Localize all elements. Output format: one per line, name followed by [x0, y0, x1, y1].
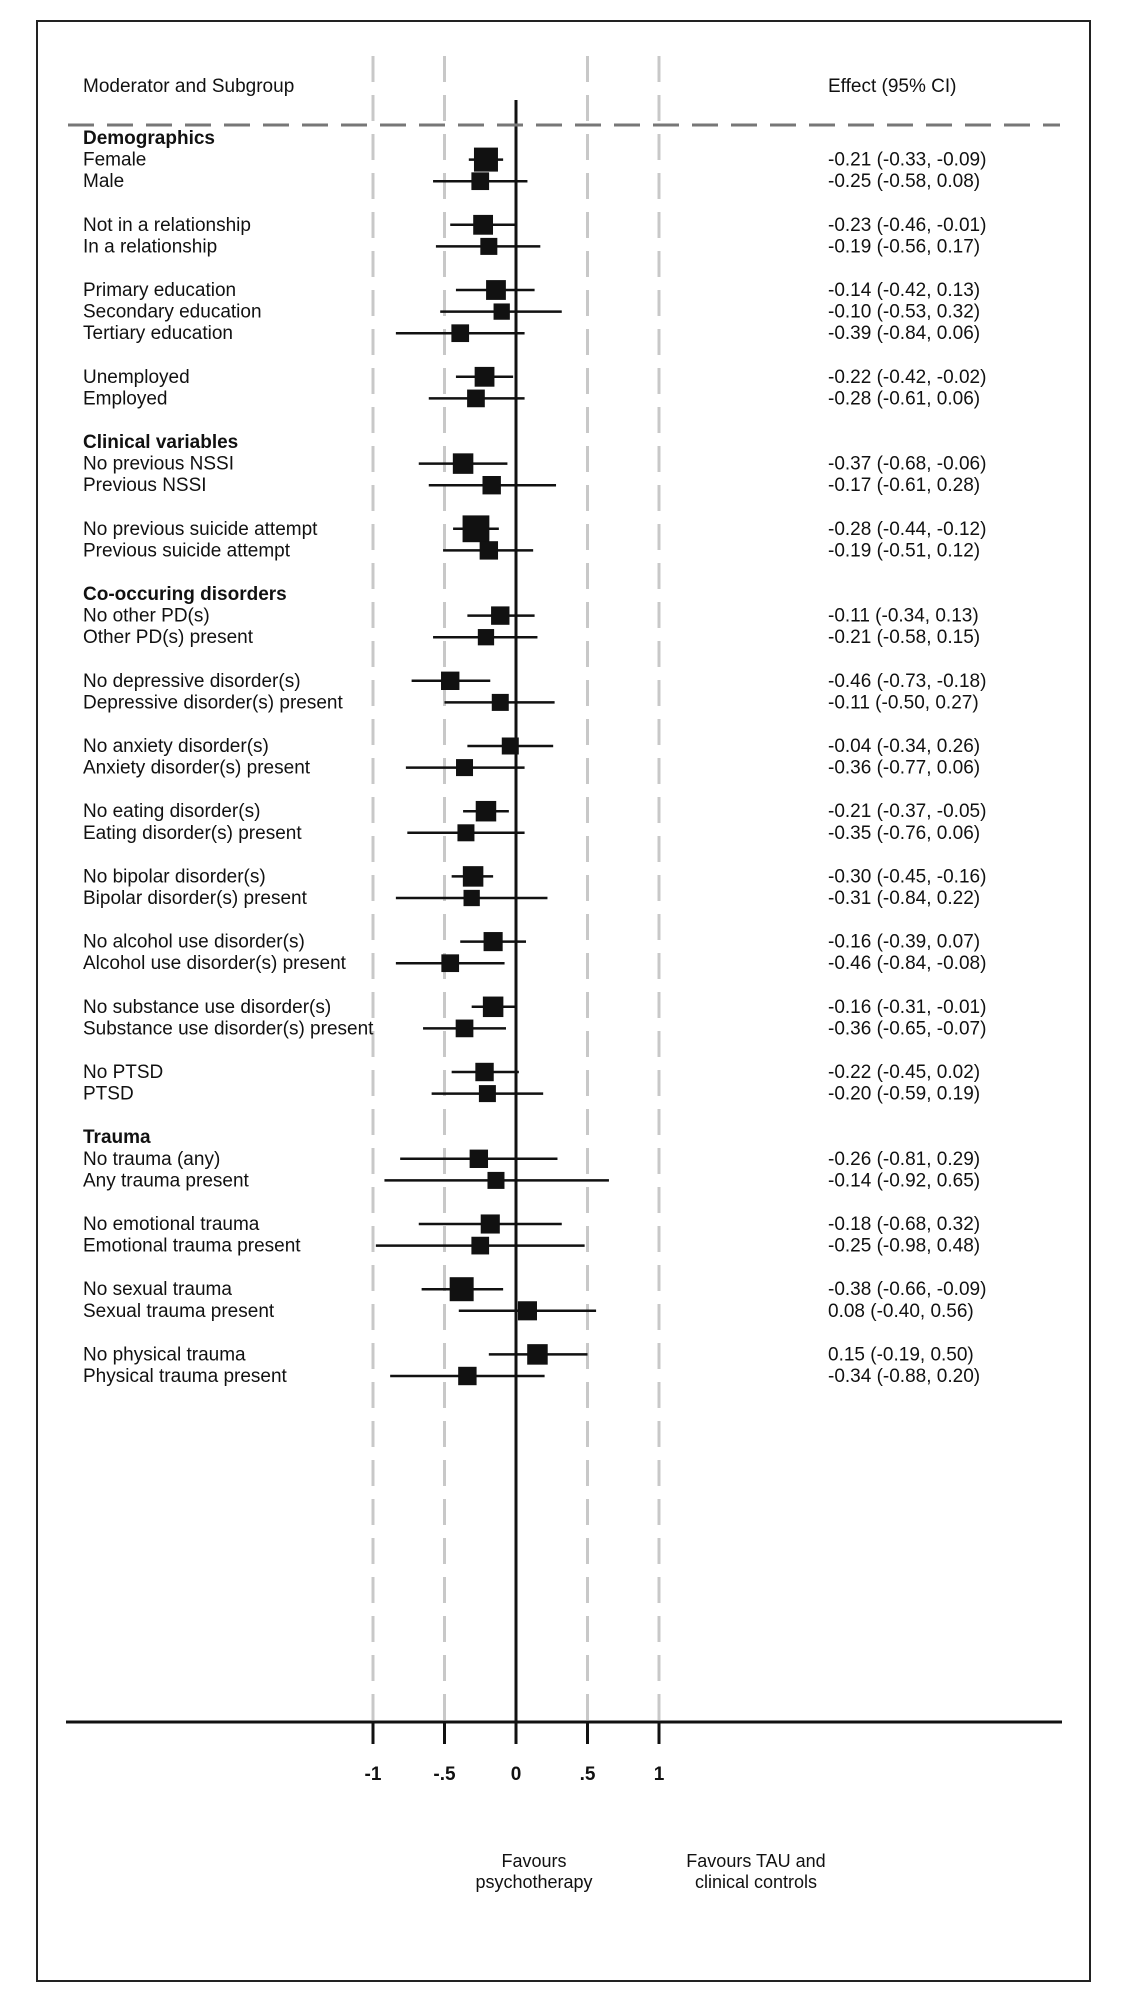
subgroup-label: Sexual trauma present: [83, 1300, 275, 1322]
effect-marker: [483, 997, 504, 1018]
effect-ci-label: -0.14 (-0.42, 0.13): [828, 280, 981, 301]
subgroup-label: In a relationship: [83, 236, 218, 258]
effect-marker: [476, 801, 497, 822]
x-tick-label: .5: [579, 1764, 596, 1785]
section-title: Demographics: [83, 128, 215, 149]
effect-ci-label: -0.22 (-0.42, -0.02): [828, 366, 987, 388]
effect-marker: [474, 148, 498, 172]
effect-marker: [471, 172, 489, 190]
subgroup-label: No depressive disorder(s): [83, 670, 301, 692]
reference-grid: [373, 56, 659, 1722]
section-clinical-variables: [83, 432, 238, 453]
subgroup-label: No bipolar disorder(s): [83, 866, 266, 888]
effect-ci-label: -0.16 (-0.31, -0.01): [828, 996, 987, 1018]
subgroup-label: Employed: [83, 388, 168, 410]
effect-marker: [482, 476, 500, 494]
effect-marker: [457, 824, 474, 841]
row-emotional-trauma-present: [83, 1236, 980, 1257]
favours-left-line2: psychotherapy: [475, 1872, 593, 1892]
effect-ci-label: -0.38 (-0.66, -0.09): [828, 1279, 987, 1301]
effect-marker: [453, 453, 474, 474]
effect-marker: [470, 1150, 488, 1168]
subgroup-label: Any trauma present: [83, 1170, 249, 1192]
subgroup-label: Primary education: [83, 280, 237, 301]
section-trauma: [83, 1127, 151, 1148]
subgroup-label: Not in a relationship: [83, 214, 251, 236]
effect-marker: [463, 515, 490, 542]
row-bipolar-disorder-s-present: [83, 888, 980, 909]
subgroup-label: No trauma (any): [83, 1148, 221, 1170]
header-moderator: Moderator and Subgroup: [83, 76, 295, 97]
effect-ci-label: -0.39 (-0.84, 0.06): [828, 323, 981, 345]
subgroup-label: Previous NSSI: [83, 475, 207, 497]
section-demographics: [83, 128, 215, 149]
effect-ci-label: -0.19 (-0.51, 0.12): [828, 540, 981, 562]
subgroup-label: No substance use disorder(s): [83, 996, 332, 1018]
effect-ci-label: -0.10 (-0.53, 0.32): [828, 301, 981, 323]
subgroup-label: Alcohol use disorder(s) present: [83, 953, 346, 975]
effect-marker: [463, 866, 484, 887]
x-tick-label: 1: [653, 1764, 665, 1785]
subgroup-label: No previous NSSI: [83, 453, 235, 475]
x-tick-label: -1: [364, 1764, 382, 1785]
effect-ci-label: -0.31 (-0.84, 0.22): [828, 888, 981, 909]
row-no-bipolar-disorder-s: [83, 866, 986, 887]
effect-ci-label: -0.11 (-0.50, 0.27): [828, 692, 979, 714]
row-not-in-a-relationship: [83, 215, 986, 236]
row-female: [83, 148, 986, 172]
row-no-previous-suicide-attempt: [83, 515, 986, 542]
effect-marker: [458, 1367, 476, 1385]
subgroup-label: No alcohol use disorder(s): [83, 931, 305, 953]
effect-ci-label: -0.46 (-0.73, -0.18): [828, 670, 987, 692]
effect-ci-label: -0.21 (-0.58, 0.15): [828, 627, 981, 649]
row-anxiety-disorder-s-present: [83, 758, 980, 779]
effect-ci-label: -0.20 (-0.59, 0.19): [828, 1083, 981, 1105]
subgroup-label: No previous suicide attempt: [83, 518, 318, 540]
effect-ci-label: -0.25 (-0.98, 0.48): [828, 1235, 981, 1257]
row-previous-nssi: [83, 475, 980, 496]
row-unemployed: [83, 367, 986, 388]
effect-marker: [467, 390, 485, 408]
x-axis-ticks: [365, 1722, 665, 1785]
row-no-alcohol-use-disorder-s: [83, 932, 980, 953]
row-any-trauma-present: [83, 1170, 980, 1191]
row-no-eating-disorder-s: [83, 801, 986, 822]
row-no-anxiety-disorder-s: [83, 736, 980, 757]
effect-marker: [471, 1237, 489, 1255]
row-no-emotional-trauma: [83, 1214, 980, 1235]
effect-ci-label: -0.46 (-0.84, -0.08): [828, 953, 987, 975]
subgroup-label: No anxiety disorder(s): [83, 736, 269, 757]
effect-marker: [492, 694, 509, 711]
effect-marker: [450, 1277, 474, 1301]
effect-marker: [481, 1214, 500, 1233]
subgroup-label: Anxiety disorder(s) present: [83, 757, 311, 779]
effect-ci-label: -0.28 (-0.61, 0.06): [828, 388, 981, 410]
effect-marker: [441, 672, 459, 690]
row-no-substance-use-disorder-s: [83, 997, 986, 1018]
effect-ci-label: -0.37 (-0.68, -0.06): [828, 453, 987, 475]
forest-rows: [83, 128, 986, 1387]
effect-ci-label: -0.17 (-0.61, 0.28): [828, 475, 981, 497]
row-no-other-pd-s: [83, 606, 979, 627]
favours-right-line2: clinical controls: [694, 1872, 818, 1892]
row-no-depressive-disorder-s: [83, 671, 986, 692]
effect-marker: [480, 238, 497, 255]
effect-ci-label: -0.21 (-0.33, -0.09): [828, 149, 987, 171]
row-other-pd-s-present: [83, 627, 980, 648]
effect-marker: [527, 1344, 548, 1365]
effect-ci-label: -0.30 (-0.45, -0.16): [828, 866, 987, 888]
row-previous-suicide-attempt: [83, 540, 980, 561]
favours-right-line1: Favours TAU and: [686, 1851, 826, 1871]
subgroup-label: No emotional trauma: [83, 1214, 260, 1235]
effect-ci-label: -0.18 (-0.68, 0.32): [828, 1214, 981, 1235]
effect-marker: [480, 541, 498, 559]
row-no-physical-trauma: [83, 1344, 974, 1365]
effect-marker: [478, 629, 494, 645]
subgroup-label: Depressive disorder(s) present: [83, 692, 343, 714]
subgroup-label: Emotional trauma present: [83, 1235, 301, 1257]
effect-ci-label: -0.35 (-0.76, 0.06): [828, 822, 981, 844]
subgroup-label: Bipolar disorder(s) present: [83, 888, 307, 909]
subgroup-label: Substance use disorder(s) present: [83, 1018, 374, 1040]
effect-ci-label: -0.36 (-0.65, -0.07): [828, 1018, 987, 1040]
effect-ci-label: -0.11 (-0.34, 0.13): [828, 605, 979, 627]
row-primary-education: [83, 280, 980, 301]
subgroup-label: Tertiary education: [83, 323, 233, 345]
subgroup-label: Eating disorder(s) present: [83, 822, 302, 844]
section-title: Co-occuring disorders: [83, 584, 287, 605]
subgroup-label: No physical trauma: [83, 1344, 246, 1366]
row-ptsd: [83, 1084, 980, 1105]
effect-marker: [487, 1172, 504, 1189]
row-secondary-education: [83, 302, 980, 323]
subgroup-label: No other PD(s): [83, 605, 210, 627]
effect-ci-label: -0.36 (-0.77, 0.06): [828, 757, 981, 779]
subgroup-label: Unemployed: [83, 366, 190, 388]
subgroup-label: Other PD(s) present: [83, 627, 253, 649]
effect-marker: [502, 738, 519, 755]
x-tick-label: 0: [510, 1764, 522, 1785]
x-tick-label: -.5: [433, 1764, 456, 1785]
row-substance-use-disorder-s-present: [83, 1018, 986, 1039]
row-no-trauma-any: [83, 1149, 980, 1170]
effect-marker: [451, 324, 469, 342]
subgroup-label: No eating disorder(s): [83, 801, 261, 823]
effect-ci-label: -0.34 (-0.88, 0.20): [828, 1366, 981, 1387]
effect-ci-label: -0.16 (-0.39, 0.07): [828, 931, 981, 953]
effect-ci-label: -0.25 (-0.58, 0.08): [828, 171, 981, 193]
section-title: Clinical variables: [83, 432, 239, 453]
effect-ci-label: -0.14 (-0.92, 0.65): [828, 1170, 981, 1192]
subgroup-label: No PTSD: [83, 1062, 164, 1083]
row-no-previous-nssi: [83, 453, 986, 474]
effect-marker: [518, 1301, 537, 1320]
effect-marker: [475, 1063, 493, 1081]
row-no-sexual-trauma: [83, 1277, 986, 1301]
figure-frame: [36, 20, 1091, 1982]
favours-left-line1: Favours: [501, 1851, 567, 1871]
effect-ci-label: 0.15 (-0.19, 0.50): [828, 1344, 974, 1366]
section-co-occuring-disorders: [83, 584, 287, 605]
effect-marker: [479, 1085, 496, 1102]
row-tertiary-education: [83, 323, 980, 344]
row-physical-trauma-present: [83, 1366, 980, 1387]
subgroup-label: Physical trauma present: [83, 1366, 287, 1387]
effect-marker: [486, 280, 506, 300]
subgroup-label: Female: [83, 149, 147, 171]
row-sexual-trauma-present: [83, 1301, 974, 1322]
row-no-ptsd: [83, 1062, 980, 1083]
effect-marker: [464, 890, 480, 906]
effect-ci-label: 0.08 (-0.40, 0.56): [828, 1300, 974, 1322]
subgroup-label: Male: [83, 171, 125, 193]
effect-marker: [491, 606, 509, 624]
effect-ci-label: -0.26 (-0.81, 0.29): [828, 1148, 981, 1170]
effect-marker: [494, 303, 510, 319]
effect-ci-label: -0.23 (-0.46, -0.01): [828, 214, 987, 236]
row-depressive-disorder-s-present: [83, 692, 979, 713]
header-effect: Effect (95% CI): [828, 76, 957, 97]
effect-ci-label: -0.21 (-0.37, -0.05): [828, 801, 987, 823]
row-eating-disorder-s-present: [83, 823, 980, 844]
subgroup-label: Previous suicide attempt: [83, 540, 290, 562]
effect-ci-label: -0.04 (-0.34, 0.26): [828, 736, 981, 757]
row-employed: [83, 388, 980, 409]
subgroup-label: PTSD: [83, 1083, 134, 1105]
effect-marker: [484, 932, 503, 951]
effect-marker: [475, 367, 495, 387]
effect-marker: [473, 215, 493, 235]
effect-marker: [456, 1020, 474, 1038]
subgroup-label: Secondary education: [83, 301, 262, 323]
section-title: Trauma: [83, 1127, 151, 1149]
effect-ci-label: -0.28 (-0.44, -0.12): [828, 518, 987, 540]
row-in-a-relationship: [83, 236, 980, 257]
forest-plot: [38, 22, 1093, 1984]
effect-ci-label: -0.19 (-0.56, 0.17): [828, 236, 981, 258]
effect-marker: [441, 954, 459, 972]
effect-ci-label: -0.22 (-0.45, 0.02): [828, 1062, 981, 1083]
row-male: [83, 171, 980, 192]
row-alcohol-use-disorder-s-present: [83, 953, 986, 974]
effect-marker: [456, 759, 473, 776]
subgroup-label: No sexual trauma: [83, 1279, 232, 1301]
